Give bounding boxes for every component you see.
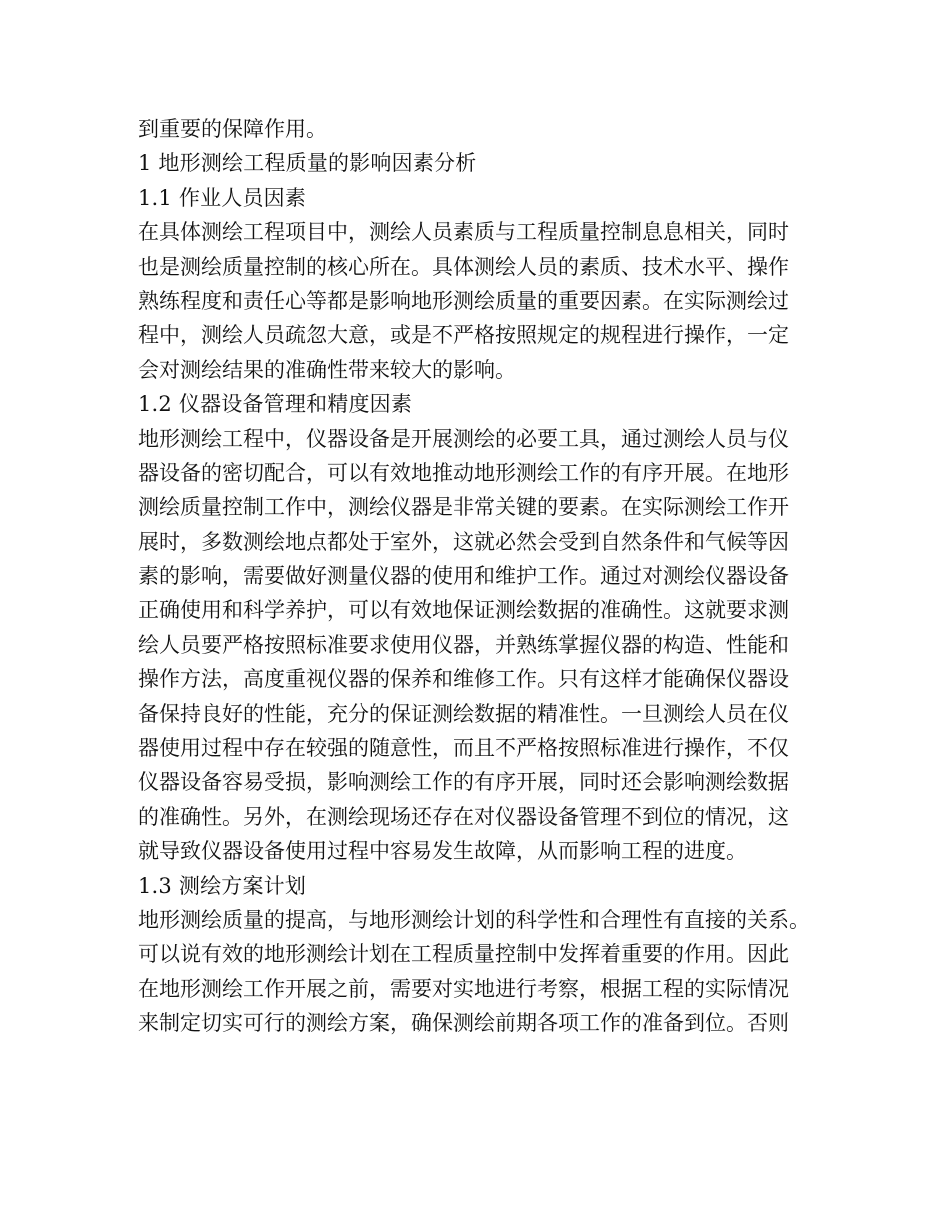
paragraph-line: 会对测绘结果的准确性带来较大的影响。 [138,357,516,382]
paragraph-line: 程中，测绘人员疏忽大意，或是不严格按照规定的规程进行操作，一定 [138,323,789,348]
section-heading: 1.1 作业人员因素 [138,185,307,210]
paragraph-line: 器使用过程中存在较强的随意性，而且不严格按照标准进行操作，不仅 [138,736,789,761]
paragraph-line: 仪器设备容易受损，影响测绘工作的有序开展，同时还会影响测绘数据 [138,770,789,795]
paragraph-line: 绘人员要严格按照标准要求使用仪器，并熟练掌握仪器的构造、性能和 [138,632,789,657]
paragraph-line: 也是测绘质量控制的核心所在。具体测绘人员的素质、技术水平、操作 [138,254,789,279]
paragraph-line: 素的影响，需要做好测量仪器的使用和维护工作。通过对测绘仪器设备 [138,564,789,589]
section-heading: 1.2 仪器设备管理和精度因素 [138,392,413,417]
paragraph-line: 可以说有效的地形测绘计划在工程质量控制中发挥着重要的作用。因此 [138,942,789,967]
paragraph-line: 正确使用和科学养护，可以有效地保证测绘数据的准确性。这就要求测 [138,598,789,623]
paragraph-line: 就导致仪器设备使用过程中容易发生故障，从而影响工程的进度。 [138,839,747,864]
paragraph-line: 地形测绘工程中，仪器设备是开展测绘的必要工具，通过测绘人员与仪 [138,426,789,451]
paragraph-line: 在具体测绘工程项目中，测绘人员素质与工程质量控制息息相关，同时 [138,220,789,245]
section-heading: 1 地形测绘工程质量的影响因素分析 [138,151,477,176]
paragraph-line: 来制定切实可行的测绘方案，确保测绘前期各项工作的准备到位。否则 [138,1011,789,1036]
paragraph-line: 地形测绘质量的提高，与地形测绘计划的科学性和合理性有直接的关系。 [138,907,810,932]
paragraph-line: 器设备的密切配合，可以有效地推动地形测绘工作的有序开展。在地形 [138,460,789,485]
paragraph-line: 展时，多数测绘地点都处于室外，这就必然会受到自然条件和气候等因 [138,529,789,554]
paragraph-line: 备保持良好的性能，充分的保证测绘数据的精准性。一旦测绘人员在仪 [138,701,789,726]
paragraph-line: 熟练程度和责任心等都是影响地形测绘质量的重要因素。在实际测绘过 [138,288,789,313]
document-body [138,112,818,1041]
section-heading: 1.3 测绘方案计划 [138,873,307,898]
paragraph-line: 测绘质量控制工作中，测绘仪器是非常关键的要素。在实际测绘工作开 [138,495,789,520]
paragraph-line: 的准确性。另外，在测绘现场还存在对仪器设备管理不到位的情况，这 [138,804,789,829]
paragraph-line: 到重要的保障作用。 [138,117,327,141]
paragraph-line: 在地形测绘工作开展之前，需要对实地进行考察，根据工程的实际情况 [138,976,789,1001]
paragraph-line: 操作方法，高度重视仪器的保养和维修工作。只有这样才能确保仪器设 [138,667,789,692]
